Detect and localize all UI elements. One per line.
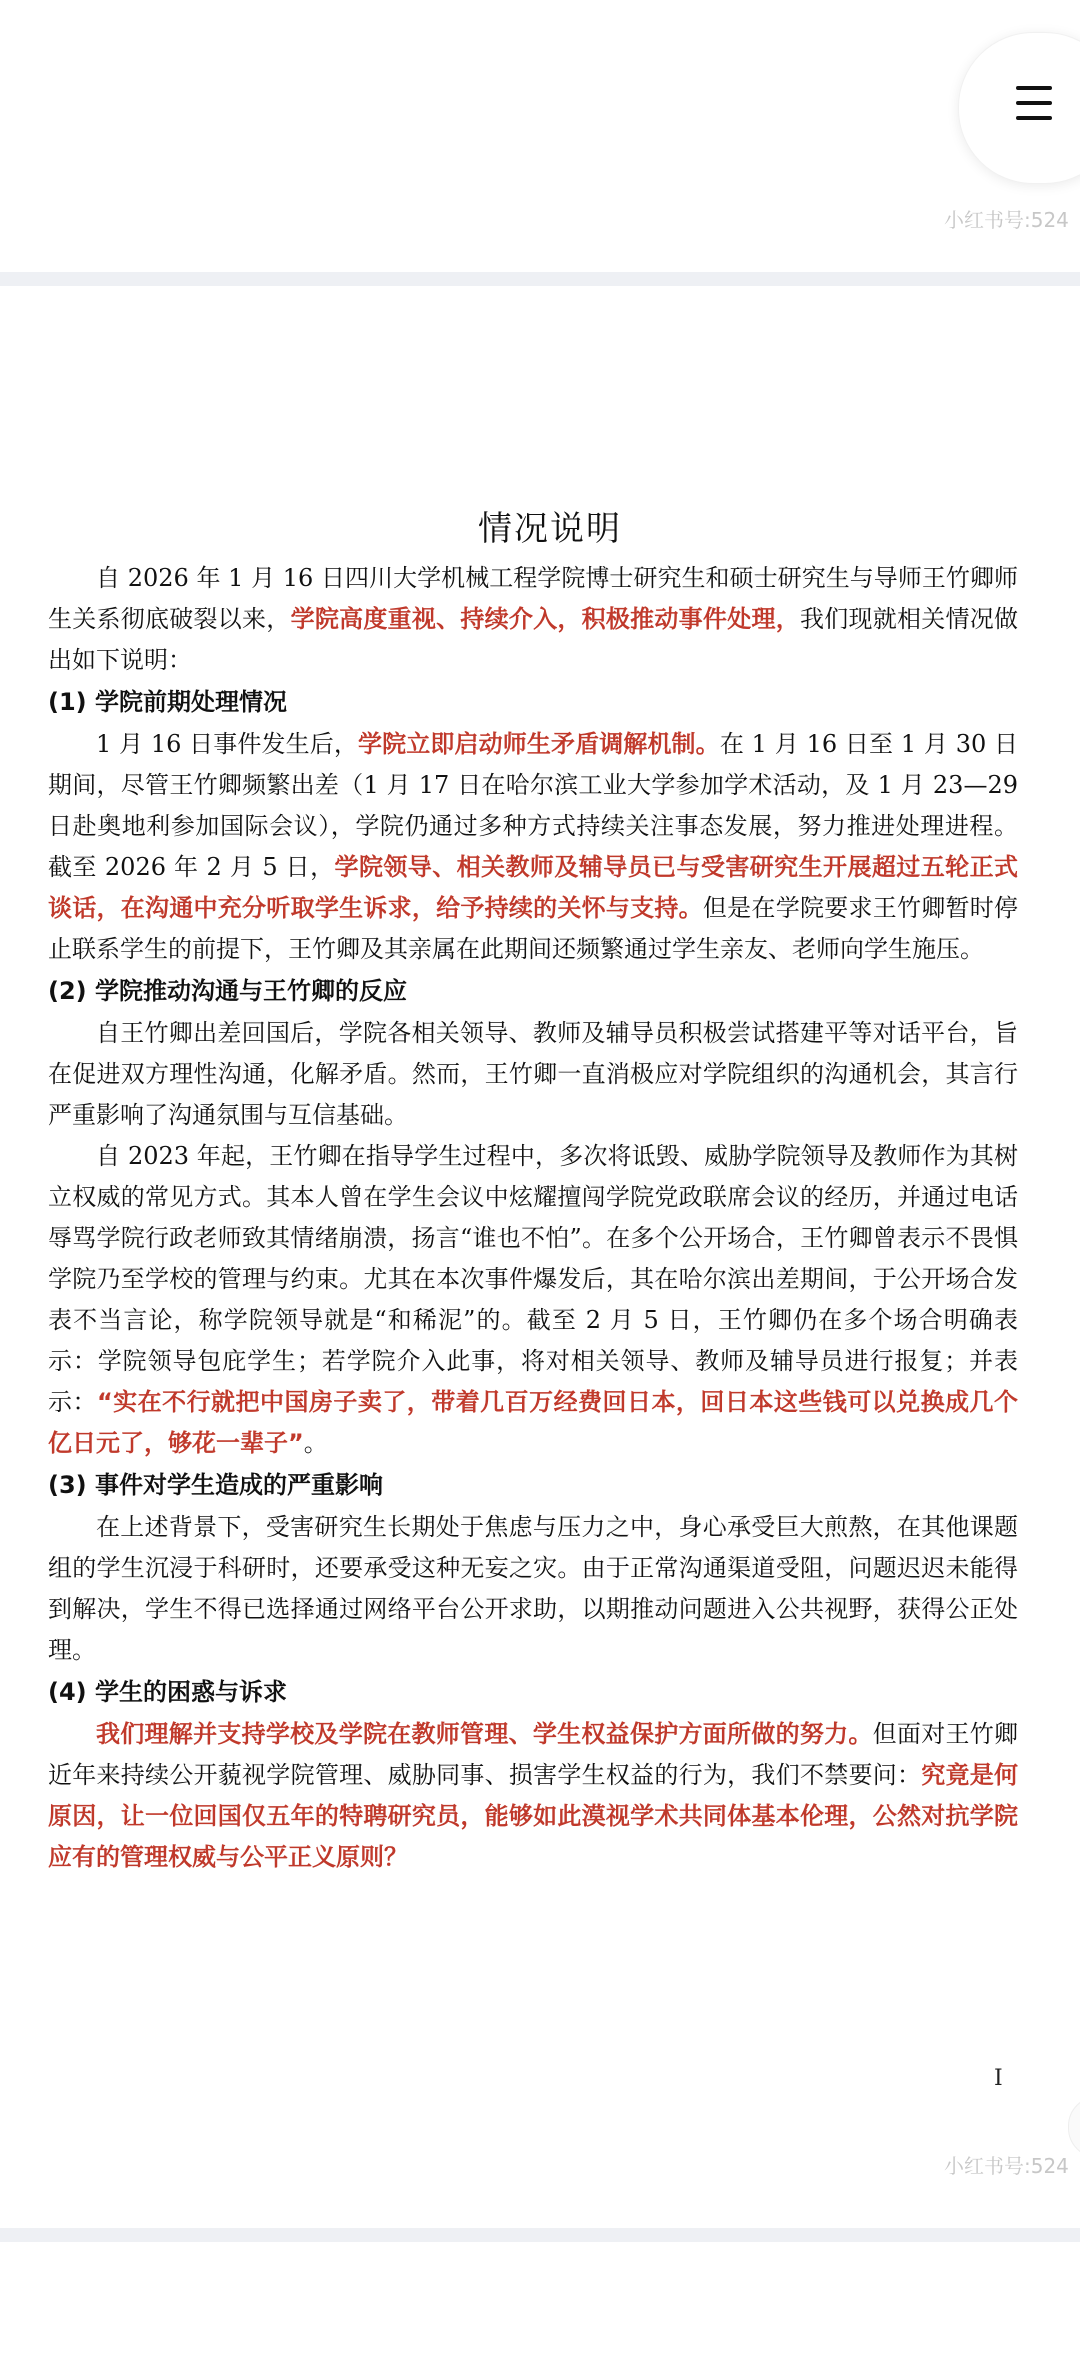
section2-text-a: 自 2023 年起，王竹卿在指导学生过程中，多次将诋毁、威胁学院领导及教师作为其树立权威的常见方式。其本人曾在学生会议中炫耀擅闯学院党政联席会议的经历，并通过电话辱骂学院行政老师致其情绪崩溃，扬言“谁也不怕”。在多个公开场合，王竹卿曾表示不畏惧学院乃至学校的管理与约束。尤其在本次事件爆发后，其在哈尔滨出差期间，于公开场合发表不当言论，称学院领导就是“和稀泥”的。截至 2 月 5 日，王竹卿仍在多个场合明确表示：学院领导包庇学生；若学院介入此事，将对相关领导、教师及辅导员进行报复；并表示： [48, 1142, 1018, 1416]
section1-paragraph [48, 724, 1018, 970]
page-number: I [994, 2066, 1003, 2091]
section3-paragraph: 在上述背景下，受害研究生长期处于焦虑与压力之中，身心承受巨大煎熬，在其他课题组的学生沉浸于科研时，还要承受这种无妄之灾。由于正常沟通渠道受阻，问题迟迟未能得到解决，学生不得已选择通过网络平台公开求助，以期推动问题进入公共视野，获得公正处理。 [48, 1513, 1018, 1664]
section4-emphasis-2: 究竟是何原因，让一位回国仅五年的特聘研究员，能够如此漠视学术共同体基本伦理，公然对抗学院应有的管理权威与公平正义原则？ [48, 1761, 1019, 1871]
document-body [48, 558, 1018, 1878]
watermark-bottom-id: 小红书号:524 [944, 2154, 1069, 2178]
section2-quote: “实在不行就把中国房子卖了，带着几百万经费回日本，回日本这些钱可以兑换成几个亿日元了，够花一辈子” [48, 1388, 1018, 1457]
section1-emphasis-1: 学院立即启动师生矛盾调解机制。 [358, 730, 720, 758]
section4-emphasis-1: 我们理解并支持学校及学院在教师管理、学生权益保护方面所做的努力。 [96, 1720, 873, 1748]
document-page [0, 286, 1080, 2228]
section1-text-a: 1 月 16 日事件发生后， [96, 730, 359, 758]
section2-paragraph-1: 自王竹卿出差回国后，学院各相关领导、教师及辅导员积极尝试搭建平等对话平台，旨在促进双方理性沟通，化解矛盾。然而，王竹卿一直消极应对学院组织的沟通机会，其言行严重影响了沟通氛围与互信基础。 [48, 1019, 1018, 1129]
section1-emphasis-2: 学院领导、相关教师及辅导员已与受害研究生开展超过五轮正式谈话，在沟通中充分听取学生诉求，给予持续的关怀与支持。 [48, 853, 1019, 922]
intro-paragraph [48, 558, 1018, 681]
section2-text-b: 。 [303, 1429, 328, 1457]
top-blank-area [0, 0, 1080, 272]
intro-text: 自 2026 年 1 月 16 日四川大学机械工程学院博士研究生和硕士研究生与导师王竹卿师生关系彻底破裂以来， [48, 564, 1018, 633]
divider-top [0, 272, 1080, 286]
section1-heading: (1) 学院前期处理情况 [48, 688, 287, 716]
section2-paragraph-2 [48, 1136, 1018, 1464]
section2-heading: (2) 学院推动沟通与王竹卿的反应 [48, 977, 407, 1005]
intro-emphasis: 学院高度重视、持续介入，积极推动事件处理， [290, 605, 800, 633]
section1-text-c: 但是在学院要求王竹卿暂时停止联系学生的前提下，王竹卿及其亲属在此期间还频繁通过学生亲友、老师向学生施压。 [48, 894, 1018, 963]
section3-heading: (3) 事件对学生造成的严重影响 [48, 1471, 383, 1499]
document-title: 情况说明 [478, 509, 622, 549]
section1-text-b: 在 1 月 16 日至 1 月 30 日期间，尽管王竹卿频繁出差（1 月 17 日在哈尔滨工业大学参加学术活动，及 1 月 23—29 日赴奥地利参加国际会议），学院仍通过多种方式持续关注事态发展，努力推进处理进程。截至 2026 年 2 月 5 日， [48, 730, 1019, 881]
intro-text-end: 我们现就相关情况做出如下说明： [48, 605, 1019, 674]
hamburger-menu-icon[interactable] [1016, 86, 1052, 122]
watermark-top-id: 小红书号:524 [944, 208, 1069, 232]
bottom-blank-area [0, 2242, 1080, 2373]
section4-heading: (4) 学生的困惑与诉求 [48, 1678, 287, 1706]
section4-text: 但面对王竹卿近年来持续公开藐视学院管理、威胁同事、损害学生权益的行为，我们不禁要问： [48, 1720, 1019, 1789]
section4-paragraph [48, 1714, 1018, 1878]
divider-bottom [0, 2228, 1080, 2242]
